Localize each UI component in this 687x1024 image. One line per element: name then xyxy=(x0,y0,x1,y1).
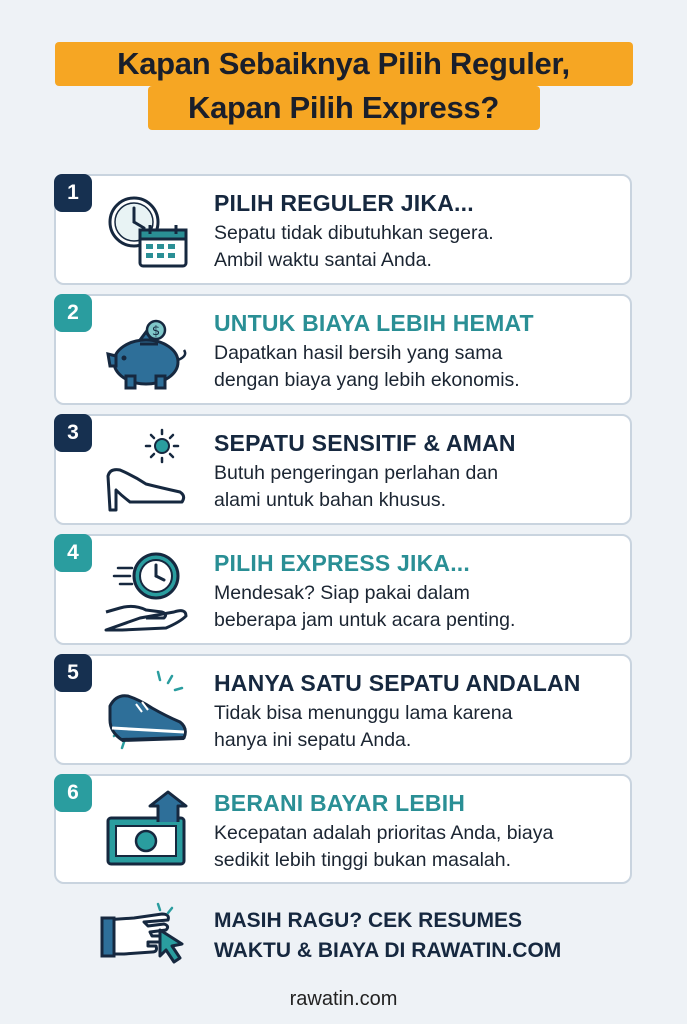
card-title: UNTUK BIAYA LEBIH HEMAT xyxy=(214,310,534,336)
card-desc-line: Kecepatan adalah prioritas Anda, biaya xyxy=(214,822,554,844)
card-number-badge: 6 xyxy=(54,774,92,812)
card-desc-line: beberapa jam untuk acara penting. xyxy=(214,609,516,631)
card-desc-line: Ambil waktu santai Anda. xyxy=(214,249,432,271)
card-desc-line: hanya ini sepatu Anda. xyxy=(214,729,412,751)
card-number-badge: 3 xyxy=(54,414,92,452)
title-line-1: Kapan Sebaiknya Pilih Reguler, xyxy=(55,42,633,86)
card-reguler xyxy=(54,174,632,285)
card-description xyxy=(214,460,620,514)
card-description xyxy=(214,220,620,274)
card-title: BERANI BAYAR LEBIH xyxy=(214,790,466,816)
cta-block[interactable] xyxy=(100,900,640,970)
card-desc-line: Tidak bisa menunggu lama karena xyxy=(214,702,513,724)
card-satu-sepatu xyxy=(54,654,632,765)
card-number-badge: 2 xyxy=(54,294,92,332)
card-title: PILIH EXPRESS JIKA... xyxy=(214,550,470,576)
clock-calendar-icon xyxy=(100,186,196,274)
cta-line: MASIH RAGU? CEK RESUMES xyxy=(214,909,523,932)
hand-clock-icon xyxy=(100,546,196,634)
card-desc-line: Sepatu tidak dibutuhkan segera. xyxy=(214,222,494,244)
card-description xyxy=(214,700,620,754)
card-sepatu-sensitif xyxy=(54,414,632,525)
cta-text xyxy=(214,906,561,966)
pointing-hand-cursor-icon xyxy=(100,900,196,970)
card-description xyxy=(214,340,620,394)
card-number-badge: 1 xyxy=(54,174,92,212)
card-description xyxy=(214,820,620,874)
footer-website[interactable]: rawatin.com xyxy=(289,988,398,1010)
card-desc-line: Butuh pengeringan perlahan dan xyxy=(214,462,499,484)
card-desc-line: Mendesak? Siap pakai dalam xyxy=(214,582,470,604)
card-title: PILIH REGULER JIKA... xyxy=(214,190,474,216)
page-title xyxy=(0,42,687,130)
card-number-badge: 5 xyxy=(54,654,92,692)
heel-shoe-sun-icon xyxy=(100,426,196,514)
money-arrow-up-icon xyxy=(100,786,196,874)
sneaker-icon xyxy=(100,666,196,754)
card-title: HANYA SATU SEPATU ANDALAN xyxy=(214,670,581,696)
card-biaya-hemat xyxy=(54,294,632,405)
card-list xyxy=(54,174,632,893)
card-desc-line: alami untuk bahan khusus. xyxy=(214,489,446,511)
card-bayar-lebih xyxy=(54,774,632,884)
title-line-2: Kapan Pilih Express? xyxy=(148,86,540,130)
card-express xyxy=(54,534,632,645)
card-desc-line: sedikit lebih tinggi bukan masalah. xyxy=(214,849,512,871)
piggy-bank-icon xyxy=(100,306,196,394)
cta-line: WAKTU & BIAYA DI RAWATIN.COM xyxy=(214,939,562,962)
svg-text:$: $ xyxy=(151,324,161,339)
card-desc-line: dengan biaya yang lebih ekonomis. xyxy=(214,369,520,391)
card-description xyxy=(214,580,620,634)
card-desc-line: Dapatkan hasil bersih yang sama xyxy=(214,342,503,364)
card-number-badge: 4 xyxy=(54,534,92,572)
card-title: SEPATU SENSITIF & AMAN xyxy=(214,430,516,456)
